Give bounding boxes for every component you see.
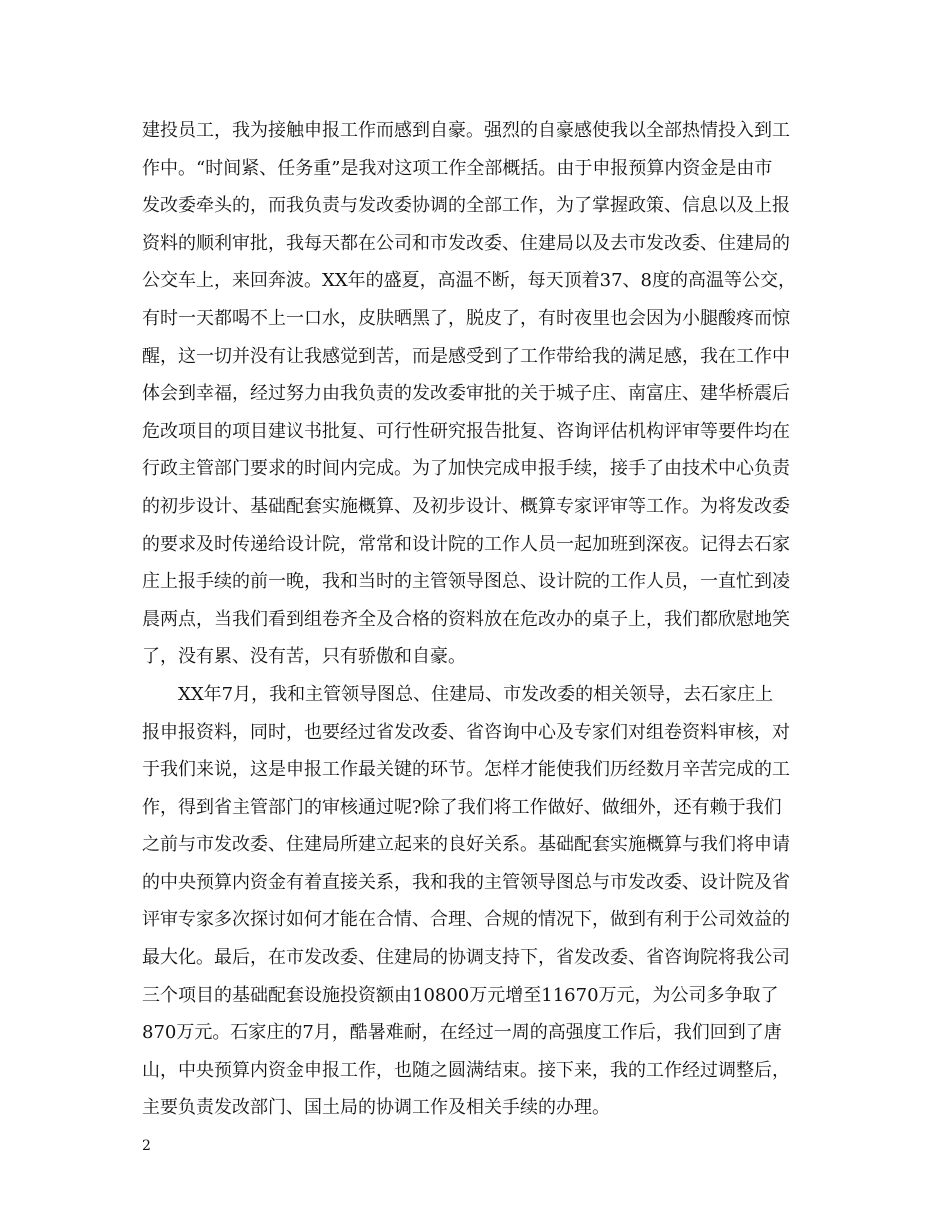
paragraph-2-line: 山，中央预算内资金申报工作，也随之圆满结束。接下来，我的工作经过调整后， <box>142 1059 790 1081</box>
paragraph-2-line: 870万元。石家庄的7月，酷暑难耐，在经过一周的高强度工作后，我们回到了唐 <box>142 1022 782 1044</box>
paragraph-1-line: 危改项目的项目建议书批复、可行性研究报告批复、咨询评估机构评审等要件均在 <box>142 420 790 442</box>
paragraph-2-line: 的中央预算内资金有着直接关系，我和我的主管领导图总与市发改委、设计院及省 <box>142 871 790 893</box>
page-number: 2 <box>142 1138 151 1154</box>
paragraph-2-line: 报申报资料，同时，也要经过省发改委、省咨询中心及专家们对组卷资料审核，对 <box>142 721 790 743</box>
paragraph-2-line: 主要负责发改部门、国土局的协调工作及相关手续的办理。 <box>142 1097 610 1119</box>
document-body <box>142 112 814 1127</box>
paragraph-2-line: 作，得到省主管部门的审核通过呢?除了我们将工作做好、做细外，还有赖于我们 <box>142 796 782 818</box>
paragraph-1-line: 庄上报手续的前一晚，我和当时的主管领导图总、设计院的工作人员，一直忙到凌 <box>142 571 790 593</box>
paragraph-1-line: 行政主管部门要求的时间内完成。为了加快完成申报手续，接手了由技术中心负责 <box>142 458 790 480</box>
paragraph-1-line: 体会到幸福，经过努力由我负责的发改委审批的关于城子庄、南富庄、建华桥震后 <box>142 383 790 405</box>
paragraph-1-line: 资料的顺利审批，我每天都在公司和市发改委、住建局以及去市发改委、住建局的 <box>142 232 790 254</box>
paragraph-2-line: 评审专家多次探讨如何才能在合情、合理、合规的情况下，做到有利于公司效益的 <box>142 909 790 931</box>
paragraph-2-line: XX年7月，我和主管领导图总、住建局、市发改委的相关领导，去石家庄上 <box>178 683 774 705</box>
paragraph-1-line: 的要求及时传递给设计院，常常和设计院的工作人员一起加班到深夜。记得去石家 <box>142 533 790 555</box>
paragraph-1-line: 晨两点，当我们看到组卷齐全及合格的资料放在危改办的桌子上，我们都欣慰地笑 <box>142 608 790 630</box>
paragraph-1-line: 的初步设计、基础配套实施概算、及初步设计、概算专家评审等工作。为将发改委 <box>142 495 790 517</box>
paragraph-2-line: 之前与市发改委、住建局所建立起来的良好关系。基础配套实施概算与我们将申请 <box>142 834 790 856</box>
paragraph-1-line: 作中。“时间紧、任务重”是我对这项工作全部概括。由于申报预算内资金是由市 <box>142 157 773 179</box>
paragraph-1-line: 有时一天都喝不上一口水，皮肤晒黑了，脱皮了，有时夜里也会因为小腿酸疼而惊 <box>142 307 790 329</box>
paragraph-1-line: 建投员工，我为接触申报工作而感到自豪。强烈的自豪感使我以全部热情投入到工 <box>142 120 790 141</box>
paragraph-2-line: 最大化。最后，在市发改委、住建局的协调支持下，省发改委、省咨询院将我公司 <box>142 947 790 969</box>
paragraph-2-line: 于我们来说，这是申报工作最关键的环节。怎样才能使我们历经数月辛苦完成的工 <box>142 759 790 781</box>
paragraph-1-line: 醒，这一切并没有让我感觉到苦，而是感受到了工作带给我的满足感，我在工作中 <box>142 345 790 367</box>
paragraph-1-line: 公交车上，来回奔波。XX年的盛夏，高温不断，每天顶着37、8度的高温等公交， <box>142 270 796 292</box>
paragraph-1-line: 了，没有累、没有苦，只有骄傲和自豪。 <box>142 646 466 668</box>
paragraph-1-line: 发改委牵头的，而我负责与发改委协调的全部工作，为了掌握政策、信息以及上报 <box>142 195 790 217</box>
paragraph-2-line: 三个项目的基础配套设施投资额由10800万元增至11670万元，为公司多争取了 <box>142 984 779 1006</box>
